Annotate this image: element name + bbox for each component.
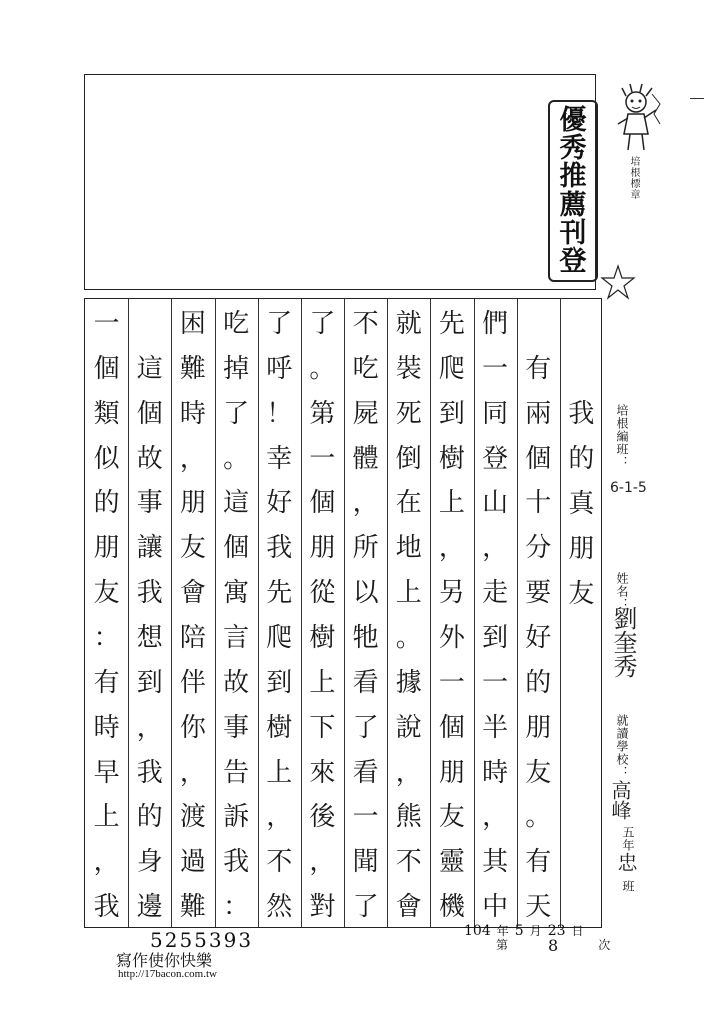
- grid-cell: [560, 704, 603, 749]
- grid-cell: 外: [438, 622, 465, 653]
- date-day: 23: [547, 923, 566, 939]
- grid-cell: 樹: [266, 712, 293, 743]
- stamp-char: 秀: [559, 132, 587, 164]
- grid-cell: 讓: [136, 533, 163, 564]
- grid-cell: 上: [93, 802, 120, 833]
- class-value: 6-1-5: [610, 480, 647, 496]
- grid-cell: 訴: [223, 802, 250, 833]
- grid-cell: 言: [223, 622, 250, 653]
- grid-cell: 難: [179, 353, 206, 384]
- grid-cell: 。: [395, 622, 422, 653]
- grid-cell: 我: [93, 892, 120, 923]
- grid-cell: 要: [525, 578, 552, 609]
- grid-cell: 時: [179, 398, 206, 429]
- grid-cell: 幸: [266, 443, 293, 474]
- grid-cell: ：: [93, 622, 120, 653]
- grid-column: [517, 299, 560, 927]
- grid-cell: 伴: [179, 667, 206, 698]
- column-divider: [171, 299, 172, 927]
- grid-cell: ，: [136, 712, 163, 743]
- grid-cell: 熊: [395, 802, 422, 833]
- grid-cell: 們: [482, 308, 509, 339]
- grid-cell: 據: [395, 667, 422, 698]
- date-year-unit: 年: [496, 924, 509, 938]
- grid-cell: 裝: [395, 353, 422, 384]
- grid-cell: 早: [93, 757, 120, 788]
- grid-cell: [517, 299, 560, 344]
- grid-cell: 以: [352, 578, 379, 609]
- grid-cell: 事: [223, 712, 250, 743]
- grid-cell: 個: [525, 443, 552, 474]
- grid-cell: 上: [266, 757, 293, 788]
- manuscript-grid: [84, 298, 602, 928]
- grid-cell: 會: [395, 892, 422, 923]
- grid-cell: 爬: [266, 622, 293, 653]
- grid-cell: 掉: [223, 353, 250, 384]
- grid-cell: 了: [352, 892, 379, 923]
- grid-cell: 個: [93, 353, 120, 384]
- class-label: 培根編班：: [615, 404, 629, 469]
- grid-cell: 類: [93, 398, 120, 429]
- grid-cell: 邊: [136, 892, 163, 923]
- grid-cell: 會: [179, 578, 206, 609]
- grid-column: [85, 299, 128, 927]
- grid-column: [171, 299, 214, 927]
- grid-cell: 友: [438, 802, 465, 833]
- grid-cell: ，: [395, 757, 422, 788]
- grid-cell: 機: [438, 892, 465, 923]
- grid-cell: 身: [136, 847, 163, 878]
- grid-cell: 半: [482, 712, 509, 743]
- grid-cell: 這: [136, 353, 163, 384]
- star-doodle-icon: [600, 264, 636, 300]
- grid-cell: ，: [482, 533, 509, 564]
- grid-cell: 的: [136, 802, 163, 833]
- grid-cell: 在: [395, 488, 422, 519]
- name-value: 劉奎秀: [609, 606, 637, 678]
- grid-cell: 了: [352, 712, 379, 743]
- site-url[interactable]: http://17bacon.com.tw: [118, 968, 217, 980]
- grid-cell: 對: [309, 892, 336, 923]
- grid-cell: 上: [395, 578, 422, 609]
- grid-column: [301, 299, 344, 927]
- grid-cell: 先: [266, 578, 293, 609]
- grid-cell: 來: [309, 757, 336, 788]
- teacher-comment-box: [84, 74, 596, 290]
- grade-value: 忠: [614, 852, 638, 872]
- grid-cell: 的: [568, 444, 595, 474]
- grid-cell: ，: [266, 802, 293, 833]
- grid-cell: 牠: [352, 622, 379, 653]
- date-month-unit: 月: [529, 924, 542, 938]
- grid-cell: 困: [179, 308, 206, 339]
- grid-cell: 友: [568, 579, 595, 609]
- grid-cell: 想: [136, 622, 163, 653]
- grid-cell: 一: [309, 443, 336, 474]
- grid-cell: ，: [93, 847, 120, 878]
- grid-cell: 朋: [525, 712, 552, 743]
- grid-cell: 個: [223, 533, 250, 564]
- grid-cell: 後: [309, 802, 336, 833]
- grid-cell: ，: [482, 802, 509, 833]
- column-divider: [344, 299, 345, 927]
- column-divider: [258, 299, 259, 927]
- grid-cell: 從: [309, 578, 336, 609]
- grid-cell: 個: [438, 712, 465, 743]
- grid-cell: 友: [179, 533, 206, 564]
- grid-cell: 我: [136, 757, 163, 788]
- grid-column: [560, 299, 603, 927]
- grid-cell: 天: [525, 892, 552, 923]
- grid-cell: 十: [525, 488, 552, 519]
- grid-cell: 了: [266, 308, 293, 339]
- grid-cell: 看: [352, 667, 379, 698]
- column-divider: [215, 299, 216, 927]
- grid-cell: 好: [266, 488, 293, 519]
- grid-cell: 一: [93, 308, 120, 339]
- grid-cell: 過: [179, 847, 206, 878]
- grid-cell: 時: [482, 757, 509, 788]
- grid-column: [387, 299, 430, 927]
- grid-cell: 走: [482, 578, 509, 609]
- grid-cell: 個: [309, 488, 336, 519]
- grid-cell: ！: [266, 398, 293, 429]
- issue-number: 8: [548, 936, 559, 955]
- grid-cell: 我: [223, 847, 250, 878]
- grid-cell: 一: [352, 802, 379, 833]
- grid-cell: ，: [309, 847, 336, 878]
- grid-cell: 。: [309, 353, 336, 384]
- edge-mark: [690, 98, 704, 99]
- column-divider: [301, 299, 302, 927]
- grid-cell: 就: [395, 308, 422, 339]
- grid-cell: 時: [93, 712, 120, 743]
- grid-cell: 樹: [438, 443, 465, 474]
- grid-cell: ，: [179, 757, 206, 788]
- grid-cell: 到: [482, 622, 509, 653]
- grid-cell: 朋: [93, 533, 120, 564]
- grid-cell: 吃: [223, 308, 250, 339]
- grid-cell: [560, 299, 603, 344]
- stamp-char: 推: [559, 161, 587, 193]
- grid-cell: 到: [136, 667, 163, 698]
- grid-cell: 不: [266, 847, 293, 878]
- date-day-unit: 日: [571, 924, 584, 938]
- grid-cell: 登: [482, 443, 509, 474]
- grid-cell: 地: [395, 533, 422, 564]
- grid-column: [215, 299, 258, 927]
- excellent-recommend-stamp: [548, 100, 598, 282]
- grid-column: [258, 299, 301, 927]
- grid-cell: 爬: [438, 353, 465, 384]
- grid-cell: 有: [525, 353, 552, 384]
- mascot-label: 培根標章: [628, 156, 639, 200]
- grid-cell: 。: [223, 443, 250, 474]
- name-label: 姓名：: [615, 572, 629, 611]
- grid-cell: 友: [525, 757, 552, 788]
- grid-cell: 朋: [309, 533, 336, 564]
- grid-cell: 死: [395, 398, 422, 429]
- grid-cell: [560, 344, 603, 389]
- grid-cell: 故: [223, 667, 250, 698]
- grid-cell: ：: [223, 892, 250, 923]
- grid-cell: 屍: [352, 398, 379, 429]
- grid-cell: 朋: [438, 757, 465, 788]
- grid-column: [344, 299, 387, 927]
- grid-cell: 有: [525, 847, 552, 878]
- date-month: 5: [514, 923, 524, 939]
- grid-cell: 倒: [395, 443, 422, 474]
- grid-cell: 有: [93, 667, 120, 698]
- column-divider: [387, 299, 388, 927]
- grid-cell: 的: [525, 667, 552, 698]
- grid-cell: 山: [482, 488, 509, 519]
- grid-cell: 聞: [352, 847, 379, 878]
- grid-cell: 然: [266, 892, 293, 923]
- grade-label: 五年: [621, 826, 635, 852]
- slogan: 寫作使你快樂: [116, 951, 213, 970]
- grid-cell: 了: [223, 398, 250, 429]
- grid-cell: 不: [395, 847, 422, 878]
- grade-suffix: 班: [621, 880, 635, 893]
- grid-cell: 同: [482, 398, 509, 429]
- grid-cell: 上: [438, 488, 465, 519]
- grid-cell: 了: [309, 308, 336, 339]
- grid-cell: 先: [438, 308, 465, 339]
- grid-cell: 友: [93, 578, 120, 609]
- grid-cell: 故: [136, 443, 163, 474]
- grid-cell: 到: [438, 398, 465, 429]
- grid-cell: 個: [136, 398, 163, 429]
- grid-cell: 好: [525, 622, 552, 653]
- grid-cell: 另: [438, 578, 465, 609]
- grid-cell: 不: [352, 308, 379, 339]
- grid-cell: ，: [352, 488, 379, 519]
- school-value: 高峰: [608, 780, 632, 820]
- issue-prefix: 第: [496, 938, 509, 952]
- grid-cell: 。: [525, 802, 552, 833]
- grid-cell: 告: [223, 757, 250, 788]
- grid-cell: 所: [352, 533, 379, 564]
- grid-cell: [560, 749, 603, 794]
- grid-cell: 你: [179, 712, 206, 743]
- column-divider: [430, 299, 431, 927]
- grid-cell: [560, 614, 603, 659]
- issue-suffix: 次: [598, 938, 611, 952]
- school-label: 就讀學校：: [615, 714, 629, 779]
- essay-number: 5255393: [150, 928, 254, 952]
- grid-cell: 渡: [179, 802, 206, 833]
- grid-cell: 分: [525, 533, 552, 564]
- grid-cell: 靈: [438, 847, 465, 878]
- grid-cell: 一: [482, 667, 509, 698]
- grid-cell: ，: [438, 533, 465, 564]
- grid-cell: 呼: [266, 353, 293, 384]
- grid-cell: 說: [395, 712, 422, 743]
- grid-cell: [560, 659, 603, 704]
- grid-cell: 我: [568, 399, 595, 429]
- grid-cell: 朋: [179, 488, 206, 519]
- grid-cell: 的: [93, 488, 120, 519]
- grid-cell: 吃: [352, 353, 379, 384]
- grid-cell: 上: [309, 667, 336, 698]
- stamp-char: 薦: [559, 189, 587, 221]
- grid-cell: 其: [482, 847, 509, 878]
- grid-cell: 下: [309, 712, 336, 743]
- grid-cell: ，: [179, 443, 206, 474]
- grid-cell: 難: [179, 892, 206, 923]
- column-divider: [128, 299, 129, 927]
- column-divider: [560, 299, 561, 927]
- issue-row: [496, 936, 610, 955]
- grid-cell: 中: [482, 892, 509, 923]
- column-divider: [474, 299, 475, 927]
- grid-column: [474, 299, 517, 927]
- grid-cell: 第: [309, 398, 336, 429]
- stamp-char: 優: [559, 104, 587, 136]
- column-divider: [517, 299, 518, 927]
- date-year: 104: [464, 923, 491, 939]
- mascot-icon: [614, 84, 664, 154]
- grid-cell: 寓: [223, 578, 250, 609]
- grid-cell: 似: [93, 443, 120, 474]
- grid-cell: 真: [568, 489, 595, 519]
- grid-cell: 一: [438, 667, 465, 698]
- grid-column: [128, 299, 171, 927]
- grid-cell: 體: [352, 443, 379, 474]
- grid-column: [430, 299, 473, 927]
- grid-cell: 陪: [179, 622, 206, 653]
- grid-cell: [128, 299, 171, 344]
- grid-cell: 兩: [525, 398, 552, 429]
- grid-cell: 事: [136, 488, 163, 519]
- stamp-char: 刊: [559, 217, 587, 249]
- grid-cell: 一: [482, 353, 509, 384]
- grid-cell: 我: [266, 533, 293, 564]
- grid-cell: 樹: [309, 622, 336, 653]
- grid-cell: 看: [352, 757, 379, 788]
- grid-cell: 我: [136, 578, 163, 609]
- grid-cell: 這: [223, 488, 250, 519]
- grid-cell: 到: [266, 667, 293, 698]
- grid-cell: 朋: [568, 534, 595, 564]
- stamp-char: 登: [559, 246, 587, 278]
